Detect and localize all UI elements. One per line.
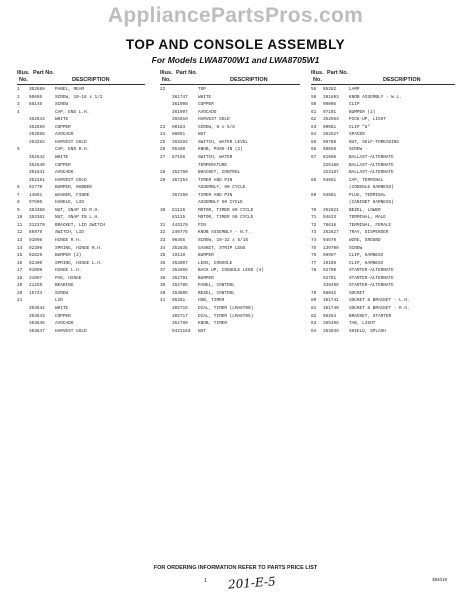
header-description: DESCRIPTION [383,77,421,83]
part-description: AVOCADO [198,109,217,115]
part-number: 352859 [29,124,45,130]
illus-no: 13 [17,238,23,243]
part-description: WASHER, FIBRE [55,192,90,198]
part-description: BRACKET, CONTROL [198,170,241,176]
illus-no: 62 [311,117,317,123]
illus-no: 60 [311,102,317,108]
part-description: BEZEL, CONTROL [198,290,235,296]
illus-no: 23 [160,124,166,130]
illus-no: 69 [311,192,317,198]
part-number: 94651 [323,177,337,183]
illus-no: 36 [160,260,166,266]
part-description: (CABINET HARNESS) [349,200,394,206]
part-description: TOP [198,87,206,92]
part-number: 367260 [172,192,188,198]
illus-no: 70 [311,207,317,213]
part-number: 353847 [29,328,45,334]
illus-no: 79 [311,290,317,296]
part-number: 31097 [29,275,43,281]
illus-no: 28 [160,170,166,176]
part-description: CLIP, HARNESS [349,253,384,259]
part-description: ASSEMBLY, 60 CYCLE [198,185,246,191]
part-number: 352842 [29,154,45,160]
part-description: SPACER [349,132,365,138]
part-description: CLIP, HARNESS [349,260,384,266]
part-description: SOCKET & BRACKET - R.H. [349,305,410,311]
part-number: 352791 [172,275,188,281]
part-description: SPRING, HINGE R.H. [55,245,103,251]
illus-no: 4 [17,109,20,115]
part-number: 95460 [172,147,186,153]
illus-no: 83 [311,321,317,327]
part-description: WHITE [55,154,69,160]
part-description: AVOCADO [55,132,74,138]
part-number: 352821 [323,207,339,213]
part-description: SCREW, 10-32 x 5/16 [198,238,249,243]
part-number: 90081 [323,124,337,130]
part-description: SPRING, HINGE L.H. [55,260,103,266]
part-description: BUMPER [198,253,214,259]
illus-no: 1 [17,87,20,92]
part-number: 353844 [29,305,45,311]
illus-no: 30 [160,207,166,213]
part-number: 365716 [172,305,188,311]
part-number: 96455 [172,238,186,243]
part-description: LID [55,298,63,304]
part-number: 91098 [29,238,43,243]
part-description: HINGE L.H. [55,268,82,274]
part-description: WHITE [198,94,212,100]
part-number: 98051 [172,132,186,138]
illus-no: 9 [17,207,20,213]
part-description: CAP, END R.H. [55,147,90,153]
part-description: HARVEST GOLD [55,328,87,334]
part-description: TAB, LIGHT [349,321,376,327]
illus-no: 27 [160,154,166,160]
part-description: SHIELD, SPLASH [349,328,386,334]
illus-no: 40 [160,290,166,296]
part-description: HINGE R.H. [55,238,82,243]
header-part: Part No. [176,70,198,76]
part-number: 365010 [172,117,188,123]
part-description: HANDLE, LID [55,200,84,206]
illus-no: 33 [160,238,166,243]
part-description: TERMINAL, FEMALE [349,222,392,228]
part-description: PLUG, TERMINAL [349,192,386,198]
illus-no: 24 [160,132,166,138]
part-description: CLIP [349,102,360,108]
part-description: BUMPER, RUBBER [55,185,92,191]
document-number: 384019 [432,577,448,582]
illus-no: 39 [160,283,166,289]
part-number: 363292 [172,139,188,145]
part-description: TRAY, DISPENSER [349,230,389,236]
part-description: BALLAST-ALTERNATE [349,170,394,176]
part-description: STARTER-ALTERNATE [349,283,394,289]
part-number: 352261 [29,177,45,183]
part-number: 15724 [29,290,43,296]
illus-no: 25 [160,139,166,145]
part-description: COPPER [55,124,71,130]
part-number: 94681 [323,192,337,198]
part-number: 323187 [323,170,339,176]
illus-no: 61 [311,109,317,115]
part-number: 92399 [29,245,43,251]
illus-no: 71 [311,215,317,221]
part-description: BACK UP, CONSOLE LENS (4) [198,268,264,274]
part-description: HARVEST GOLD [198,117,230,123]
part-description: TERMINAL, MALE [349,215,386,221]
part-description: DIAL, TIMER (LMA8700) [198,305,254,311]
illus-no: 76 [311,253,317,259]
illus-no: 7 [17,192,20,198]
part-description: NUT, SNAP IN L.H. [55,215,100,221]
illus-no: 6 [17,185,20,191]
part-number: 94633 [323,215,337,221]
illus-no: 12 [17,230,23,236]
part-description: CAP, TERMINAL [349,177,384,183]
illus-no: 29 [160,177,166,183]
part-number: 352840 [29,162,45,168]
part-number: 352865 [172,268,188,274]
illus-no: 34 [160,245,166,251]
part-number: 352785 [172,283,188,289]
part-description: WHITE [55,117,69,123]
part-number: 14851 [29,192,43,198]
part-number: 98997 [323,253,337,259]
part-description: COPPER [55,313,71,319]
part-description: SCREW [55,102,69,108]
part-description: PAD, HINGE [55,275,82,281]
page-title: TOP AND CONSOLE ASSEMBLY [125,37,346,52]
part-description: TIMER AND PIN [198,192,233,198]
part-description: BUMPER (2) [55,253,82,259]
part-number: 312379 [29,222,45,228]
header-part: Part No. [327,70,349,76]
part-number: 21259 [29,283,43,289]
handwritten-note: 201-E-5 [227,574,277,592]
illus-no: 81 [311,305,317,311]
part-description: SWITCH, LID [55,230,84,236]
part-number: 352553 [323,117,339,123]
header-illus: Illus. [160,70,173,76]
part-number: 139709 [323,245,339,251]
part-description: TEMPERATURE [198,162,227,168]
part-number: 352760 [172,170,188,176]
part-description: BUMPER [198,275,214,281]
part-number: 90605 [29,94,43,100]
part-number: 91099 [29,268,43,274]
model-subtitle: For Models LWA8700W1 and LWA8705W1 [151,55,320,65]
part-description: SCREW [349,245,363,251]
illus-no: 68 [311,177,317,183]
illus-no: 2 [17,94,20,100]
illus-no: 37 [160,268,166,274]
illus-no: 75 [311,245,317,251]
illus-no: 66 [311,147,317,153]
illus-no: 78 [311,268,317,274]
part-number: 81660 [323,154,337,160]
illus-no: 19 [17,283,23,289]
part-number: 95281 [172,298,186,304]
header-illus: Illus. [17,70,30,76]
part-number: 339499 [323,283,339,289]
part-description: MOTOR, TIMER 60 CYCLE [198,207,254,213]
part-description: SWITCH, WATER [198,154,233,160]
part-number: 81126 [172,207,186,213]
part-number: 88042 [323,290,337,296]
part-description: DIAL, TIMER (LMA8705) [198,313,254,319]
illus-no: 17 [17,268,23,274]
part-description: BALLAST-ALTERNATE [349,154,394,160]
part-description: SOCKET & BRACKET - L.H. [349,298,410,304]
part-description: KNOB ASSEMBLY - N.T. [198,230,251,236]
page-number: 1 [204,578,207,584]
part-description: SOCKET [349,290,365,296]
part-number: 19119 [172,253,186,259]
illus-no: 58 [311,87,317,92]
part-description: BRACKET, LID SWITCH [55,222,106,228]
part-number: 361740 [323,305,339,311]
part-number: 92829 [29,253,43,259]
part-number: 353805 [172,290,188,296]
part-number: 352627 [323,132,339,138]
part-description: KNOB, TIMER [198,321,227,327]
illus-no: 35 [160,253,166,259]
illus-no: 5 [17,147,20,153]
part-description: KNOB, PUSH-IN (2) [198,147,243,153]
header-no: No. [19,77,28,83]
part-description: SCREW [55,290,69,296]
part-number: 353361 [29,215,45,221]
part-description: NUT [198,328,206,334]
part-description: GASKET, STRIP LENS [198,245,246,251]
part-description: TIMER AND PIN [198,177,233,183]
part-description: BUMPER (2) [349,109,376,115]
part-number: 352807 [172,260,188,266]
part-description: BALLAST-ALTERNATE [349,162,394,168]
part-number: 353360 [29,207,45,213]
part-number: 81125 [172,215,186,221]
part-number: 353839 [323,328,339,334]
illus-no: 8 [17,200,20,206]
part-number: 92400 [29,260,43,266]
illus-no: 21 [17,298,23,304]
part-number: 94570 [323,238,337,243]
part-number: 97101 [323,109,337,115]
illus-no: 3 [17,102,20,108]
part-number: 99788 [323,139,337,145]
part-number: 85979 [29,230,43,236]
part-description: COPPER [55,162,71,168]
part-number: 95284 [323,313,337,319]
part-description: HARVEST GOLD [55,139,87,145]
header-no: No. [313,77,322,83]
part-number: 97690 [29,200,43,206]
part-description: KNOB ASSEMBLY - W.L. [349,94,402,100]
part-description: CLIP "U" [349,124,371,130]
part-number: 351841 [29,170,45,176]
part-description: HARVEST GOLD [55,177,87,183]
illus-no: 65 [311,139,317,145]
part-number: 79616 [323,222,337,228]
part-number: 352858 [29,132,45,138]
part-number: 352827 [323,230,339,236]
part-description: NUT, SELF-THREADING [349,139,400,145]
part-number: 90005 [323,102,337,108]
part-description: WIRE, GROUND [349,238,381,243]
part-number: 352835 [172,245,188,251]
part-number: 92770 [29,185,43,191]
part-description: HUB, TIMER [198,298,225,304]
illus-no: 26 [160,147,166,153]
part-description: BEARING [55,283,74,289]
part-description: PICK-UP, LIGHT [349,117,386,123]
header-rule [311,84,455,85]
part-description: STARTER-ALTERNATE [349,268,394,274]
part-description: STARTER-ALTERNATE [349,275,394,281]
header-no: No. [162,77,171,83]
watermark: AppliancePartsPros.com [107,4,364,27]
illus-no: 41 [160,298,166,304]
part-number: 353262 [29,139,45,145]
part-number: 361997 [172,109,188,115]
part-number: 361893 [323,94,339,100]
illus-no: 73 [311,230,317,236]
illus-no: 63 [311,124,317,130]
header-rule [17,84,145,85]
illus-no: 10 [17,215,23,221]
part-number: 353846 [29,321,45,327]
part-description: CAP, END L.H. [55,109,90,115]
part-description: WHITE [55,305,69,311]
illus-no: 14 [17,245,23,251]
part-number: 443170 [172,222,188,228]
illus-no: 80 [311,298,317,304]
part-description: (CONSOLE HARNESS) [349,185,394,191]
part-number: 90183 [172,124,186,130]
part-description: LAMP [349,87,360,92]
part-description: PIN [198,222,206,228]
part-number: 361747 [172,94,188,100]
part-description: LENS, CONSOLE [198,260,233,266]
part-number: 325186 [323,162,339,168]
illus-no: 11 [17,222,23,228]
part-description: MOTOR, TIMER 50 CYCLE [198,215,254,221]
illus-no: 16 [17,260,23,266]
part-number: 365496 [323,321,339,327]
ordering-footer: FOR ORDERING INFORMATION REFER TO PARTS PRICE LIST [153,565,318,571]
header-description: DESCRIPTION [230,77,268,83]
part-description: NUT, SNAP IN R.H. [55,207,100,213]
part-number: 351789 [172,321,188,327]
part-number: 92790 [323,268,337,274]
part-description: SCREW, 8 x 5/8 [198,124,235,130]
illus-no: 38 [160,275,166,281]
header-description: DESCRIPTION [72,77,110,83]
part-description: PANEL, CONTROL [198,283,235,289]
part-number: 98059 [323,147,337,153]
illus-no: 59 [311,94,317,100]
illus-no: 67 [311,154,317,160]
part-number: 361741 [323,298,339,304]
illus-no: 77 [311,260,317,266]
part-number: 353843 [29,313,45,319]
part-description: PANEL, REAR [55,87,84,92]
part-description: AVOCADO [55,321,74,327]
part-number: 367254 [172,177,188,183]
illus-no: 82 [311,313,317,319]
header-rule [160,84,300,85]
illus-no: 64 [311,132,317,138]
illus-no: 72 [311,222,317,228]
part-description: NUT [198,132,206,138]
part-number: 240776 [172,230,188,236]
illus-no: 18 [17,275,23,281]
part-description: SCREW [349,147,363,153]
part-number: 19169 [323,260,337,266]
part-number: 92791 [323,275,337,281]
part-description: SCREW, 10-16 x 1/2 [55,94,103,100]
illus-no: 15 [17,253,23,259]
illus-no: 31 [160,222,166,228]
part-number: 365717 [172,313,188,319]
part-number: 9421163 [172,328,191,334]
part-description: AVOCADO [55,170,74,176]
part-description: ASSEMBLY 50 CYCLE [198,200,243,206]
part-description: COPPER [198,102,214,108]
illus-no: 84 [311,328,317,334]
illus-no: 20 [17,290,23,296]
illus-no: 74 [311,238,317,243]
part-number: 95282 [323,87,337,92]
part-description: BRACKET, STARTER [349,313,392,319]
part-number: 87156 [172,154,186,160]
part-description: BEZEL, LOWER [349,207,381,213]
header-illus: Illus. [311,70,324,76]
part-number: 88146 [29,102,43,108]
illus-no: 32 [160,230,166,236]
header-part: Part No. [33,70,55,76]
illus-no: 22 [160,87,166,92]
part-description: SWITCH, WATER LEVEL [198,139,249,145]
part-number: 352689 [29,87,45,92]
part-number: 352843 [29,117,45,123]
part-number: 361998 [172,102,188,108]
